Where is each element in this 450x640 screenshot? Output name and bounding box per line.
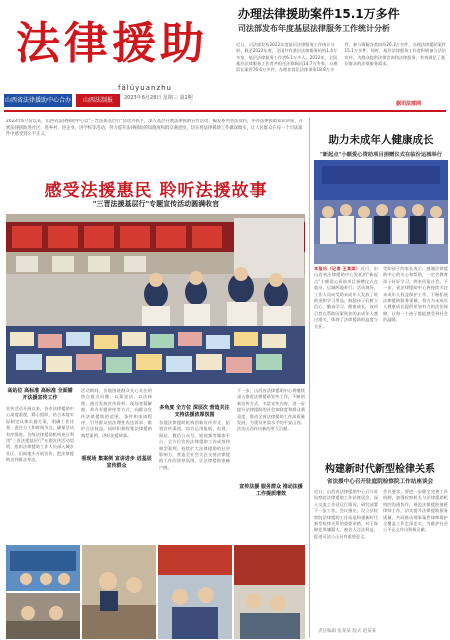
section-head-3: 多角度 全方位 深层次 营造关注支持法援浓厚氛围 <box>159 405 230 418</box>
right-top-subheadline: "新起点"小额爱心资助项目捐赠仪式在临汾运城举行 <box>319 152 443 158</box>
section-head-2: 看现场 集案例 宣讲进步 进基层宣传群众 <box>81 456 152 469</box>
donation-ceremony-photo <box>314 160 448 264</box>
bottom-photo-4 <box>158 545 232 639</box>
photo-4-illustration <box>158 545 232 639</box>
intro-paragraph: 2023年6月份以来，山西省法律援助中心以"三晋法援基层行"活动为抓手，深入基层开展法律援助宣传活动，编发系列普法资料，举办法律援助知识讲座，开展法律援助进社区、进乡村、进企业、进学校等活动，努力提升法律援助的知晓度和群众满意度，切实将法律援助工作做深做实，让人民群众在每一个司法案件中感受到公平正义。 <box>6 119 303 138</box>
column-divider <box>309 118 310 638</box>
right-top-headline: 助力未成年人健康成长 <box>328 134 434 146</box>
header-divider <box>4 110 446 112</box>
masthead-logo: 法律援助 <box>16 18 208 69</box>
ceremony-photo-illustration <box>314 160 448 264</box>
main-column-3: 各地法律援助机构创新宣传形式，拓宽宣传渠道，综合运用报纸、电视、网站、微信公众号、短视频等媒体平台，全方位宣传法律援助工作成效和典型案例，持续扩大法律援助的社会影响力，营造全社会关注支持法律援助工作的浓厚氛围，让法律援助家喻户晓。 <box>159 420 230 470</box>
bottom-photo-strip <box>6 545 305 639</box>
bottom-photo-5 <box>234 545 305 639</box>
main-column-4: 下一步，山西省法律援助中心将继续深入推进法律援助宣传工作，不断创新宣传方式，丰富宣传内容，进一步提升法律援助的社会知晓度和群众满意度，推动全省法律援助工作高质量发展，为建设更高水平的平安山西、法治山西作出新的更大贡献。 <box>237 388 305 432</box>
top-story-source: 据司法部网 <box>396 101 422 107</box>
paper-tag: 山西法制报 <box>76 94 120 107</box>
main-column-1: 宣传活动开展以来，各市法律援助中心高度重视，精心组织，结合本地实际制定具体实施方案，明确工作任务、责任分工和时间节点，确保活动有序推进。各级法律援助机构充分利用"三晋法援基层行"专题宣传活动契机，组织法律援助工作人员深入城乡社区、田间地头开展宣传，把法律援助送到群众身边。 <box>6 406 74 463</box>
top-story-headline <box>238 6 448 34</box>
masthead-pinyin: fălüyuanzhu <box>118 84 172 92</box>
main-headline: 感受法援惠民 聆听法援故事 <box>44 181 268 201</box>
bottom-photo-2 <box>6 593 80 639</box>
right-top-column-1-text: 近日，由山西省法律援助中心发起的"新起点"小额爱心资助项目捐赠仪式在临汾、运城两地举行。活动现场，工作人员向受助未成年人发放了资助金和学习用品，鼓励孩子们树立信心、勤奋学习、健康成长。该项目旨在帮助因案致贫的未成年人渡过难关，体现了法律援助的温度与关怀。 <box>314 266 378 329</box>
right-bottom-headline: 构建新时代新型检律关系 <box>325 464 435 475</box>
photo-2-illustration <box>6 593 80 639</box>
bottom-photo-3 <box>82 545 156 639</box>
masthead <box>0 0 450 118</box>
photo-5-illustration <box>234 545 305 639</box>
main-column-2: 活动期间，各地围绕群众关心关注的热点难点问题，以案说法、以法释理，通过发放宣传资料、现场答疑解惑、举办专题讲座等方式，向群众宣传法律援助的范围、条件和申请程序，引导群众依法理性表达诉求、维护合法权益。同时积极收集法律援助典型案例，讲好法援故事。 <box>81 388 152 438</box>
right-top-column-2: 受助孩子的家长表示，感谢法律援助中心的关心和帮助，一定会教育孩子好好学习，将来回报社会。下一步，省法律援助中心将持续关注未成年人权益保护工作，不断拓展法律援助服务领域，努力为未成年人健康成长提供更加有力的法治保障，让每一个孩子都能感受到社会的温暖。 <box>383 266 448 323</box>
event-photo-illustration <box>6 214 305 384</box>
right-bottom-subheadline: 省法援中心召开驻庭院检察院工作站座谈会 <box>326 479 434 485</box>
right-bottom-column-2: 会议要求，要进一步健全完善工作机制，加强检察机关与法律援助机构的沟通协作，规范法律援助值班律师工作，切实提升法律援助服务质量，共同推动刑事案件律师辩护全覆盖工作走深走实，为维护社会公平正义作出积极贡献。 <box>383 489 448 533</box>
section-head-4: 宣传法援 服务群众 推动法援工作提质增效 <box>237 484 305 498</box>
main-event-photo <box>6 214 305 384</box>
right-top-column-1 <box>314 266 378 424</box>
top-story-text: 近日，司法部发布2022年度基层法律服务工作统计分析。截至2022年底，全国共有基层法律服务机构1.4万多家，基层法律服务工作者6.1万多人。2022年，全国基层法律服务工作者共担任法律顾问14.7万多家，办理诉讼案件76.6万多件，办理非诉讼法律事务18.8万多件，参与调解各类纠纷26.3万多件，办理法律援助案件15.1万多件。同时，基层法律服务工作者积极参与法治宣传，为群众提供法律咨询和法律服务，有效满足了基层群众的法律服务需求。 <box>236 42 446 73</box>
issue-info: 2023年6月28日 星期三 第1期 <box>124 95 193 101</box>
top-story-title: 办理法律援助案件15.1万多件 <box>238 7 400 21</box>
bottom-photo-1 <box>6 545 80 591</box>
section-head-1: 高站位 高标准 高标准 全面铺开法援宣传工作 <box>7 388 73 401</box>
page-footer: 责任编辑 张某某 版式 赵某某 <box>318 629 377 634</box>
main-subheadline: "三晋法援基层行"专题宣传活动圆满收官 <box>92 200 220 208</box>
top-story-subtitle: 司法部发布年度基层法律服务工作统计分析 <box>238 24 390 33</box>
unit-tag: 山西省法律援助中心合办 <box>4 94 72 107</box>
right-top-caption: 本报讯（记者 王某某） <box>314 266 361 271</box>
photo-1-illustration <box>6 545 80 591</box>
right-bottom-column-1: 近日，山西省法律援助中心召开驻检察院法律援助工作站座谈会，深入交流工作站运行情况，研究部署下一步工作。会议指出，设立驻检察院法律援助工作站是构建新时代新型检律关系的重要举措，对于保障犯罪嫌疑人、被告人合法权益，促进司法公正具有重要意义。 <box>314 489 378 539</box>
photo-3-illustration <box>82 545 156 639</box>
